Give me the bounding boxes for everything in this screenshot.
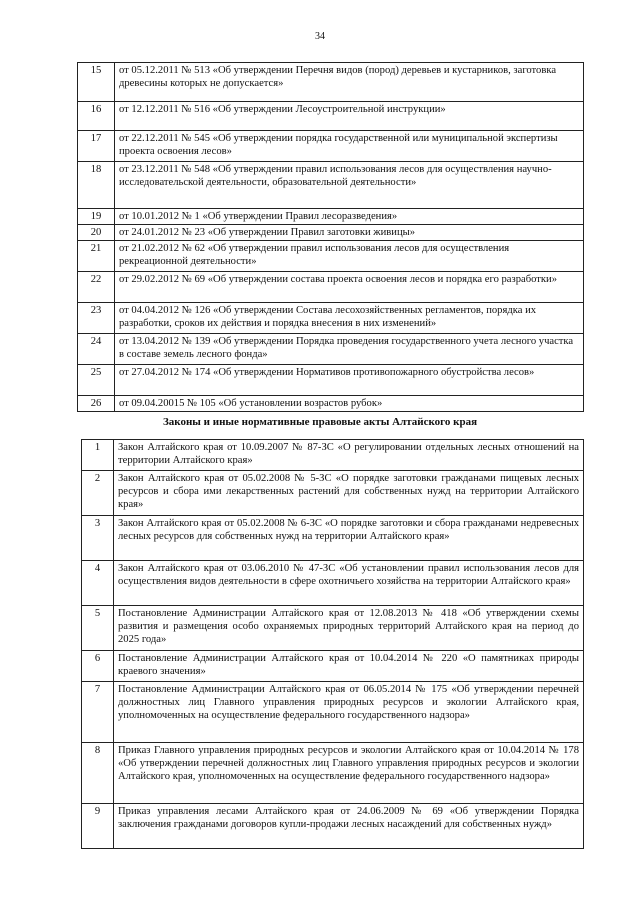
row-text: от 05.12.2011 № 513 «Об утверждении Перечня видов (пород) деревьев и кустарников, заготовка древесины которых не допускается» (115, 63, 584, 102)
table-row (78, 272, 584, 303)
row-text: от 04.04.2012 № 126 «Об утверждении Состава лесохозяйственных регламентов, порядка их разработки, сроков их действия и порядка внесения в них изменений» (115, 303, 584, 334)
regional-acts-table (81, 439, 584, 849)
table-row (82, 516, 584, 561)
row-number: 17 (78, 131, 115, 162)
row-text: Закон Алтайского края от 10.09.2007 № 87-ЗС «О регулировании отдельных лесных отношений на территории Алтайского края» (114, 440, 584, 471)
table-row (82, 651, 584, 682)
row-text: от 10.01.2012 № 1 «Об утверждении Правил лесоразведения» (115, 209, 584, 225)
table-row (78, 241, 584, 272)
row-number: 7 (82, 682, 114, 743)
table-row (78, 365, 584, 396)
row-number: 4 (82, 561, 114, 606)
row-number: 21 (78, 241, 115, 272)
row-text: Постановление Администрации Алтайского края от 06.05.2014 № 175 «Об утверждении перечней должностных лиц Главного управления природных ресурсов и экологии Алтайского края, уполномоченных на осуществление федерального государственного надзора» (114, 682, 584, 743)
row-text: Закон Алтайского края от 05.02.2008 № 5-ЗС «О порядке заготовки гражданами пищевых лесных ресурсов и сбора ими лекарственных растений для собственных нужд на территории Алтайского края» (114, 471, 584, 516)
row-number: 5 (82, 606, 114, 651)
table-row (82, 804, 584, 849)
row-number: 3 (82, 516, 114, 561)
row-number: 23 (78, 303, 115, 334)
row-number: 1 (82, 440, 114, 471)
table-row (78, 209, 584, 225)
row-text: Закон Алтайского края от 03.06.2010 № 47-ЗС «Об установлении правил использования лесов для осуществления видов деятельности в сфере охотничьего хозяйства на территории Алтайского края» (114, 561, 584, 606)
row-number: 24 (78, 334, 115, 365)
row-text: от 22.12.2011 № 545 «Об утверждении порядка государственной или муниципальной экспертизы проекта освоения лесов» (115, 131, 584, 162)
row-text: Постановление Администрации Алтайского края от 10.04.2014 № 220 «О памятниках природы краевого значения» (114, 651, 584, 682)
row-text: Постановление Администрации Алтайского края от 12.08.2013 № 418 «Об утверждении схемы развития и размещения особо охраняемых природных территорий Алтайского края на период до 2025 года» (114, 606, 584, 651)
row-number: 15 (78, 63, 115, 102)
row-text: от 13.04.2012 № 139 «Об утверждении Порядка проведения государственного учета лесного участка в составе земель лесного фонда» (115, 334, 584, 365)
row-number: 16 (78, 102, 115, 131)
row-text: от 29.02.2012 № 69 «Об утверждении состава проекта освоения лесов и порядка его разработки» (115, 272, 584, 303)
row-number: 26 (78, 396, 115, 412)
row-text: от 12.12.2011 № 516 «Об утверждении Лесоустроительной инструкции» (115, 102, 584, 131)
table-row (78, 102, 584, 131)
row-number: 6 (82, 651, 114, 682)
table-row (78, 334, 584, 365)
row-text: от 27.04.2012 № 174 «Об утверждении Нормативов противопожарного обустройства лесов» (115, 365, 584, 396)
table-row (82, 561, 584, 606)
row-text: Приказ Главного управления природных ресурсов и экологии Алтайского края от 10.04.2014 № 178 «Об утверждении перечней должностных лиц Главного управления природных ресурсов и экологии Алтайского края, уполномоченных на осуществление федерального государственного надзора» (114, 743, 584, 804)
table-row (82, 743, 584, 804)
row-number: 19 (78, 209, 115, 225)
row-number: 18 (78, 162, 115, 209)
table-row (82, 682, 584, 743)
row-number: 22 (78, 272, 115, 303)
page-number: 34 (315, 31, 325, 42)
table-row (78, 225, 584, 241)
row-text: от 23.12.2011 № 548 «Об утверждении правил использования лесов для осуществления научно-исследовательской деятельности, образовательной деятельности» (115, 162, 584, 209)
table-row (78, 63, 584, 102)
row-text: Приказ управления лесами Алтайского края от 24.06.2009 № 69 «Об утверждении Порядка заключения гражданами договоров купли-продажи лесных насаждений для собственных нужд» (114, 804, 584, 849)
federal-acts-table (77, 62, 584, 412)
table-row (82, 606, 584, 651)
row-number: 2 (82, 471, 114, 516)
table-row (82, 471, 584, 516)
row-text: от 24.01.2012 № 23 «Об утверждении Правил заготовки живицы» (115, 225, 584, 241)
row-text: от 09.04.20015 № 105 «Об установлении возрастов рубок» (115, 396, 584, 412)
row-text: Закон Алтайского края от 05.02.2008 № 6-ЗС «О порядке заготовки и сбора гражданами недревесных лесных ресурсов для собственных нужд на территории Алтайского края» (114, 516, 584, 561)
table-row (78, 162, 584, 209)
row-number: 9 (82, 804, 114, 849)
section-title: Законы и иные нормативные правовые акты Алтайского края (162, 416, 478, 428)
table-row (82, 440, 584, 471)
table-row (78, 303, 584, 334)
row-text: от 21.02.2012 № 62 «Об утверждении правил использования лесов для осуществления рекреационной деятельности» (115, 241, 584, 272)
table-row (78, 396, 584, 412)
row-number: 8 (82, 743, 114, 804)
row-number: 25 (78, 365, 115, 396)
row-number: 20 (78, 225, 115, 241)
table-row (78, 131, 584, 162)
